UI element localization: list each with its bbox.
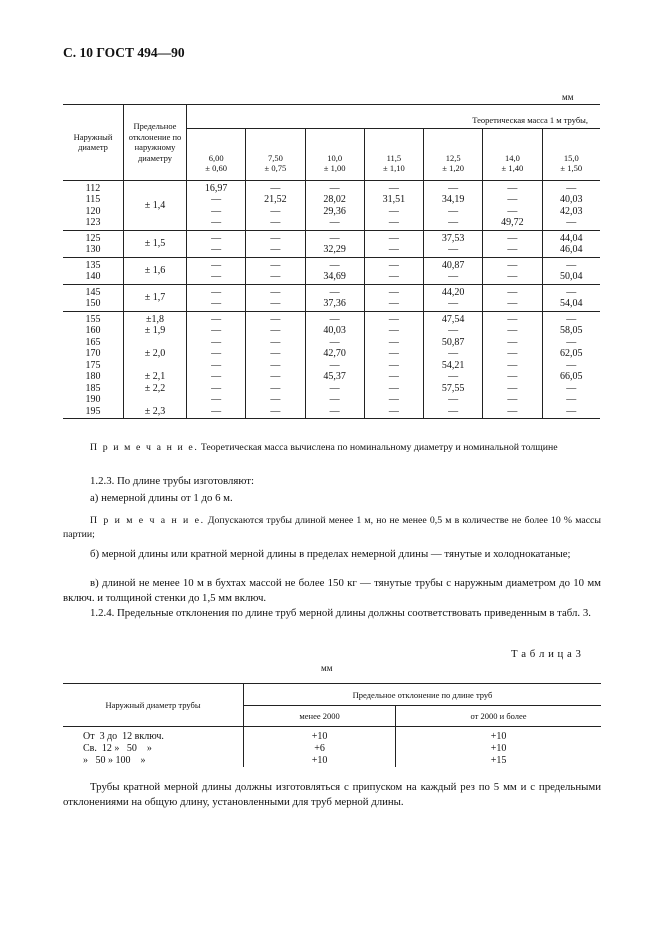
cell-value: 135	[85, 259, 101, 271]
mass-cell	[542, 180, 600, 230]
cell-value: —	[566, 405, 577, 417]
cell-value: —	[270, 271, 281, 282]
cell-value: —	[566, 394, 577, 405]
wall-thickness: 6,00	[208, 152, 224, 163]
cell-value: —	[270, 217, 281, 228]
cell-value: —	[448, 394, 459, 405]
col-mass: Теоретическая масса 1 м трубы,	[187, 105, 601, 129]
table-row	[63, 755, 601, 767]
cell-value: —	[566, 182, 577, 194]
mass-cell	[187, 284, 246, 311]
cell-value: —	[211, 313, 222, 325]
cell-value: 37,53	[441, 232, 465, 244]
page-header: С. 10 ГОСТ 494—90	[63, 45, 185, 60]
wall-thickness: 15,0	[563, 152, 579, 163]
table-row	[63, 727, 601, 744]
deviation-cell	[124, 257, 187, 284]
mass-cell	[424, 180, 483, 230]
cell-value: —	[270, 232, 281, 244]
cell-value: 115	[85, 194, 101, 205]
cell-value	[124, 360, 186, 372]
table-row-group	[63, 311, 600, 419]
wall-thickness: 12,5	[445, 152, 461, 163]
cell-value: —	[329, 232, 340, 244]
mass-cell	[542, 311, 600, 419]
cell-value: —	[388, 259, 399, 271]
cell-value: 165	[85, 336, 101, 348]
value-cell: +10	[244, 727, 396, 744]
cell-value: 123	[85, 217, 101, 228]
cell-value: 28,02	[323, 194, 346, 205]
cell-value: —	[388, 382, 399, 394]
cell-value: —	[507, 259, 518, 271]
cell-value: —	[329, 336, 340, 348]
cell-value: 37,36	[323, 298, 346, 309]
final-paragraph: Трубы кратной мерной длины должны изготовляться с припуском на каждый рез по 5 мм и с предельными отклонениями на общую длину, установленными для труб мерной длины.	[63, 781, 601, 808]
cell-value: 50,87	[441, 336, 465, 348]
cell-value: —	[507, 244, 518, 255]
mass-cell	[305, 284, 364, 311]
wall-tolerance: ± 1,40	[501, 163, 524, 173]
cell-value: —	[270, 244, 281, 255]
cell-value: —	[507, 232, 518, 244]
para-v: в) длиной не менее 10 м в бухтах массой не более 150 кг — тянутые трубы с наружным диаметром до 10 мм включ. и толщиной стенки до 1,5 мм включ.	[63, 577, 601, 604]
cell-value: —	[211, 348, 222, 359]
cell-value: 46,04	[560, 244, 583, 255]
cell-value: —	[388, 371, 399, 382]
mass-cell	[424, 284, 483, 311]
mass-cell	[424, 311, 483, 419]
cell-value: —	[270, 259, 281, 271]
mass-cell	[364, 180, 423, 230]
cell-value: —	[329, 394, 340, 405]
cell-value: —	[507, 371, 518, 382]
cell-value: ± 2,0	[144, 348, 166, 359]
cell-value: —	[448, 348, 459, 359]
wall-thickness: 7,50	[267, 152, 283, 163]
cell-value: —	[507, 382, 518, 394]
para-b: б) мерной длины или кратной мерной длины в пределах немерной длины — тянутые и холоднокатаные;	[90, 548, 571, 560]
mass-cell	[424, 257, 483, 284]
mass-cell	[483, 284, 542, 311]
cell-value: —	[388, 182, 399, 194]
cell-value: 54,21	[441, 359, 465, 371]
cell-value: —	[329, 259, 340, 271]
cell-value: —	[388, 325, 399, 336]
units-label: мм	[562, 92, 574, 102]
wall-thickness: 11,5	[386, 152, 402, 163]
cell-value: 16,97	[204, 182, 228, 194]
cell-value: —	[388, 286, 399, 298]
cell-value	[124, 394, 186, 406]
cell-value: ± 2,3	[144, 405, 166, 417]
mass-cell	[187, 180, 246, 230]
cell-value: —	[211, 405, 222, 417]
mass-cell	[246, 257, 305, 284]
cell-value: —	[211, 371, 222, 382]
cell-value: 47,54	[441, 313, 465, 325]
mass-cell	[364, 230, 423, 257]
wall-col-6	[542, 128, 600, 180]
cell-value: —	[566, 359, 577, 371]
diameter-cell	[63, 257, 124, 284]
cell-value: —	[566, 313, 577, 325]
wall-tolerance: ± 0,75	[264, 163, 287, 173]
cell-value: 190	[85, 394, 101, 405]
cell-value: —	[388, 313, 399, 325]
cell-value: 50,04	[560, 271, 583, 282]
table-row-group	[63, 284, 600, 311]
cell-value: —	[507, 336, 518, 348]
diameter-cell	[63, 311, 124, 419]
mass-cell	[364, 257, 423, 284]
cell-value: 175	[85, 359, 101, 371]
cell-value: —	[270, 371, 281, 382]
cell-value: —	[448, 405, 459, 417]
wall-col-4	[424, 128, 483, 180]
cell-value: —	[211, 271, 222, 282]
cell-value: 40,03	[560, 194, 583, 205]
cell-value: —	[211, 382, 222, 394]
cell-value: 40,87	[441, 259, 465, 271]
wall-col-0	[187, 128, 246, 180]
range-cell: От 3 до 12 включ.	[83, 731, 164, 742]
cell-value: —	[507, 405, 518, 417]
cell-value: 125	[85, 232, 101, 244]
table-row	[63, 743, 601, 755]
cell-value: ± 1,7	[144, 292, 166, 304]
cell-value: —	[566, 336, 577, 348]
cell-value: 57,55	[441, 382, 465, 394]
diameter-cell	[63, 230, 124, 257]
table-row-group	[63, 230, 600, 257]
cell-value: 21,52	[264, 194, 287, 205]
cell-value: 140	[85, 271, 101, 282]
cell-value: —	[448, 217, 459, 228]
cell-value: —	[507, 298, 518, 309]
cell-value: 31,51	[382, 194, 406, 205]
cell-value: —	[270, 359, 281, 371]
range-cell: Св. 12 » 50 »	[83, 743, 152, 754]
cell-value: 150	[85, 298, 101, 309]
value-cell: +10	[396, 743, 601, 755]
table-row-group	[63, 257, 600, 284]
cell-value: —	[270, 205, 281, 217]
deviation-cell	[124, 230, 187, 257]
cell-value: ± 1,4	[144, 199, 166, 211]
t3-sub-less: менее 2000	[244, 706, 396, 727]
wall-col-3	[364, 128, 423, 180]
cell-value: —	[448, 298, 459, 309]
diameter-cell	[63, 180, 124, 230]
cell-value: —	[270, 325, 281, 336]
table3-units: мм	[321, 663, 333, 673]
cell-value: 120	[85, 205, 101, 217]
cell-value: —	[211, 232, 222, 244]
cell-value: ± 1,9	[144, 325, 166, 336]
cell-value: 40,03	[323, 325, 346, 336]
cell-value: —	[270, 336, 281, 348]
cell-value: —	[329, 286, 340, 298]
wall-tolerance: ± 1,10	[383, 163, 405, 173]
cell-value: 45,37	[323, 371, 346, 382]
cell-value: —	[211, 259, 222, 271]
cell-value: —	[388, 336, 399, 348]
mass-cell	[364, 284, 423, 311]
cell-value: —	[507, 194, 518, 205]
mass-cell	[483, 180, 542, 230]
mass-cell	[483, 230, 542, 257]
cell-value: —	[388, 232, 399, 244]
cell-value: 32,29	[323, 244, 346, 255]
mass-cell	[483, 311, 542, 419]
cell-value: 49,72	[501, 217, 524, 228]
cell-value: —	[329, 182, 340, 194]
cell-value: —	[388, 348, 399, 359]
mass-cell	[305, 180, 364, 230]
wall-thickness: 10,0	[327, 152, 343, 163]
deviation-cell	[124, 311, 187, 419]
cell-value: —	[211, 298, 222, 309]
mass-cell	[246, 230, 305, 257]
cell-value: 66,05	[560, 371, 583, 382]
mass-cell	[187, 311, 246, 419]
cell-value: 42,70	[323, 348, 346, 359]
cell-value: —	[211, 194, 222, 205]
t3-col-diameter: Наружный диаметр трубы	[63, 684, 244, 727]
wall-tolerance: ± 1,50	[560, 163, 583, 173]
cell-value: ±1,8	[146, 313, 164, 325]
mass-cell	[542, 284, 600, 311]
cell-value: —	[507, 313, 518, 325]
cell-value: —	[448, 271, 459, 282]
para-a: а) немерной длины от 1 до 6 м.	[90, 492, 233, 504]
cell-value: 34,69	[323, 271, 346, 282]
t3-col-deviation: Предельное отклонение по длине труб	[244, 684, 602, 706]
cell-value: 180	[85, 371, 101, 382]
value-cell: +10	[396, 727, 601, 744]
cell-value: —	[270, 286, 281, 298]
cell-value: 195	[85, 405, 101, 417]
value-cell: +15	[396, 755, 601, 767]
cell-value: —	[329, 313, 340, 325]
cell-value: 130	[85, 244, 101, 255]
cell-value: ± 1,5	[144, 238, 166, 250]
cell-value: —	[270, 382, 281, 394]
wall-tolerance: ± 1,20	[442, 163, 464, 173]
cell-value: 170	[85, 348, 101, 359]
cell-value: —	[388, 298, 399, 309]
wall-tolerance: ± 1,00	[323, 163, 346, 173]
length-table	[63, 683, 601, 767]
mass-cell	[305, 230, 364, 257]
cell-value: —	[566, 286, 577, 298]
cell-value: —	[270, 394, 281, 405]
mass-cell	[542, 257, 600, 284]
cell-value: 34,19	[441, 194, 465, 205]
cell-value: —	[448, 205, 459, 217]
cell-value: ± 2,1	[144, 371, 166, 382]
cell-value: —	[211, 244, 222, 255]
cell-value: —	[566, 217, 577, 228]
cell-value: —	[329, 359, 340, 371]
mass-cell	[305, 257, 364, 284]
cell-value: —	[507, 182, 518, 194]
cell-value: 44,20	[441, 286, 465, 298]
cell-value: 58,05	[560, 325, 583, 336]
cell-value: —	[388, 205, 399, 217]
cell-value: —	[211, 205, 222, 217]
table3-title: Т а б л и ц а 3	[511, 648, 582, 660]
mass-cell	[483, 257, 542, 284]
mass-cell	[187, 257, 246, 284]
cell-value: —	[211, 359, 222, 371]
cell-value: —	[388, 394, 399, 405]
cell-value: —	[329, 382, 340, 394]
mass-cell	[364, 311, 423, 419]
cell-value: —	[507, 205, 518, 217]
col-outer-diameter: Наружный диаметр	[73, 131, 113, 153]
cell-value: —	[270, 405, 281, 417]
mass-cell	[305, 311, 364, 419]
cell-value: —	[329, 217, 340, 228]
cell-value: 29,36	[323, 205, 346, 217]
cell-value: —	[388, 244, 399, 255]
wall-col-1	[246, 128, 305, 180]
cell-value: —	[329, 405, 340, 417]
cell-value: —	[448, 325, 459, 336]
table-row-group	[63, 180, 600, 230]
cell-value: —	[507, 359, 518, 371]
range-cell: » 50 » 100 »	[83, 755, 146, 766]
para-1-2-3: 1.2.3. По длине трубы изготовляют:	[90, 475, 255, 487]
cell-value: —	[507, 348, 518, 359]
cell-value: —	[507, 325, 518, 336]
note-1: П р и м е ч а н и е. Теоретическая масса вычислена по номинальному диаметру и номинальной толщине	[90, 442, 558, 453]
wall-col-5	[483, 128, 542, 180]
wall-tolerance: ± 0,60	[205, 163, 227, 173]
mass-cell	[542, 230, 600, 257]
cell-value: 42,03	[560, 205, 583, 217]
cell-value: 145	[85, 286, 101, 298]
mass-cell	[187, 230, 246, 257]
t3-sub-more: от 2000 и более	[396, 706, 601, 727]
deviation-cell	[124, 284, 187, 311]
cell-value: 155	[85, 313, 101, 325]
cell-value: —	[507, 394, 518, 405]
cell-value: —	[270, 182, 281, 194]
cell-value: 62,05	[560, 348, 583, 359]
value-cell: +10	[244, 755, 396, 767]
cell-value: —	[507, 271, 518, 282]
cell-value: —	[448, 244, 459, 255]
col-deviation: Предельное отклонение по наружному диаметру	[124, 105, 187, 181]
mass-table	[63, 104, 600, 419]
cell-value: —	[388, 359, 399, 371]
mass-cell	[246, 284, 305, 311]
cell-value: —	[388, 217, 399, 228]
cell-value: —	[388, 271, 399, 282]
mass-cell	[246, 311, 305, 419]
cell-value: —	[270, 313, 281, 325]
cell-value: 44,04	[560, 232, 583, 244]
cell-value	[124, 337, 186, 349]
mass-cell	[424, 230, 483, 257]
cell-value: —	[211, 286, 222, 298]
deviation-cell	[124, 180, 187, 230]
diameter-cell	[63, 284, 124, 311]
mass-cell	[246, 180, 305, 230]
cell-value: —	[388, 405, 399, 417]
cell-value: —	[566, 259, 577, 271]
cell-value: —	[211, 336, 222, 348]
cell-value: 185	[85, 382, 101, 394]
note-2: П р и м е ч а н и е. Допускаются трубы длиной менее 1 м, но не менее 0,5 м в количестве не более 10 % массы партии;	[63, 515, 601, 540]
cell-value: —	[566, 382, 577, 394]
cell-value: —	[448, 182, 459, 194]
cell-value: —	[507, 286, 518, 298]
cell-value: ± 1,6	[144, 265, 166, 277]
wall-thickness: 14,0	[504, 152, 520, 163]
cell-value: ± 2,2	[144, 382, 166, 394]
cell-value: —	[211, 217, 222, 228]
cell-value: 54,04	[560, 298, 583, 309]
wall-col-2	[305, 128, 364, 180]
para-1-2-4: 1.2.4. Предельные отклонения по длине труб мерной длины должны соответствовать приведенным в табл. 3.	[90, 607, 591, 619]
cell-value: —	[211, 394, 222, 405]
cell-value: —	[270, 298, 281, 309]
cell-value: 112	[85, 182, 101, 194]
cell-value: —	[448, 371, 459, 382]
value-cell: +6	[244, 743, 396, 755]
cell-value: 160	[85, 325, 101, 336]
cell-value: —	[211, 325, 222, 336]
cell-value: —	[270, 348, 281, 359]
